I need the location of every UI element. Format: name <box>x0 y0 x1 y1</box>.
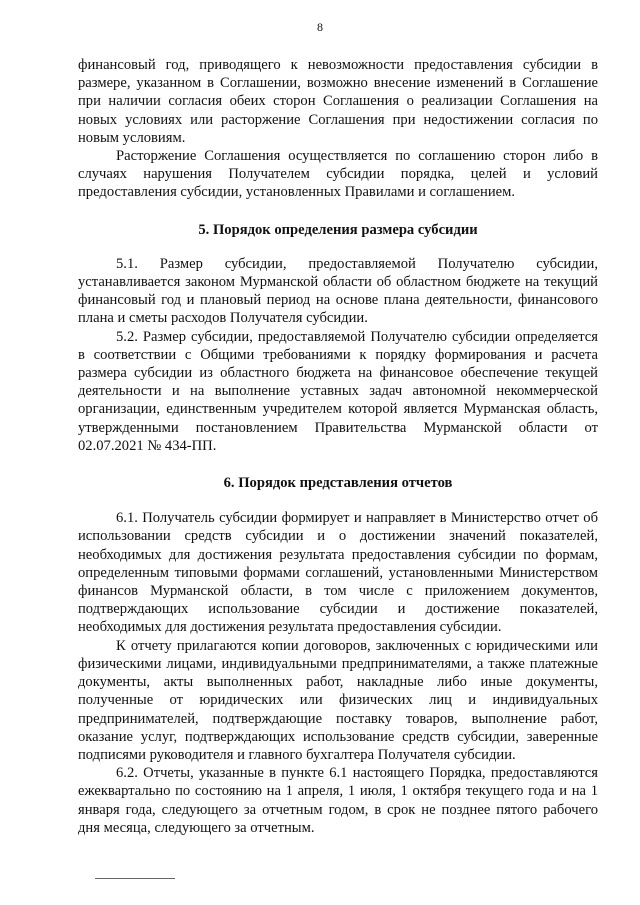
document-body <box>78 56 598 837</box>
paragraph-5-2: 5.2. Размер субсидии, предоставляемой Получателю субсидии определяется в соответствии с Общими требованиями к порядку формирования и расчета размера субсидии из областного бюджета на финансовое обеспечение текущей деятельности и на выполнение уставных задач автономной некоммерческой организации, единственным учредителем которой является Мурманская область, утвержденными постановлением Правительства Мурманской области от 02.07.2021 № 434-ПП. <box>78 328 598 454</box>
page-number: 8 <box>317 20 323 34</box>
paragraph-continuation: финансовый год, приводящего к невозможности предоставления субсидии в размере, указанном в Соглашении, возможно внесение изменений в Соглашение при наличии согласия обеих сторон Соглашения о реализации Соглашения на новых условиях или расторжение Соглашения при недостижении согласия по новым условиям. <box>78 57 598 146</box>
paragraph-6-1: 6.1. Получатель субсидии формирует и направляет в Министерство отчет об использовании средств субсидии и о достижении значений показателей, необходимых для достижения результата предоставления субсидии по формам, определенным типовыми формами соглашений, установленными Министерством финансов Мурманской области, в том числе с приложением документов, подтверждающих использование субсидии и достижение показателей, необходимых для достижения результата предоставления субсидии. <box>78 510 598 636</box>
footer-rule <box>95 878 175 879</box>
section-5-heading: 5. Порядок определения размера субсидии <box>198 221 478 238</box>
paragraph-6-2: 6.2. Отчеты, указанные в пункте 6.1 настоящего Порядка, предоставляются ежеквартально по состоянию на 1 апреля, 1 июля, 1 октября текущего года и на 1 января года, следующего за отчетным годом, в срок не позднее пятого рабочего дня месяца, следующего за отчетным. <box>78 765 598 836</box>
paragraph-termination: Расторжение Соглашения осуществляется по соглашению сторон либо в случаях нарушения Получателем субсидии порядка, целей и условий предоставления субсидии, установленных Правилами и соглашением. <box>78 148 598 201</box>
paragraph-5-1: 5.1. Размер субсидии, предоставляемой Получателю субсидии, устанавливается законом Мурманской области об областном бюджете на текущий финансовый год и плановый период на основе плана деятельности, финансового плана и сметы расходов Получателя субсидии. <box>78 255 598 327</box>
section-6-heading: 6. Порядок представления отчетов <box>223 475 453 492</box>
paragraph-6-1-attachments: К отчету прилагаются копии договоров, заключенных с юридическими или физическими лицами, индивидуальными предпринимателями, а также платежные документы, акты выполненных работ, накладные либо иные документы, полученные от юридических или физических лиц и индивидуальных предпринимателей, подтверждающие поставку товаров, выполнение работ, оказание услуг, подтверждающих использование средств субсидии, заверенные подписями руководителя и главного бухгалтера Получателя субсидии. <box>78 637 598 763</box>
